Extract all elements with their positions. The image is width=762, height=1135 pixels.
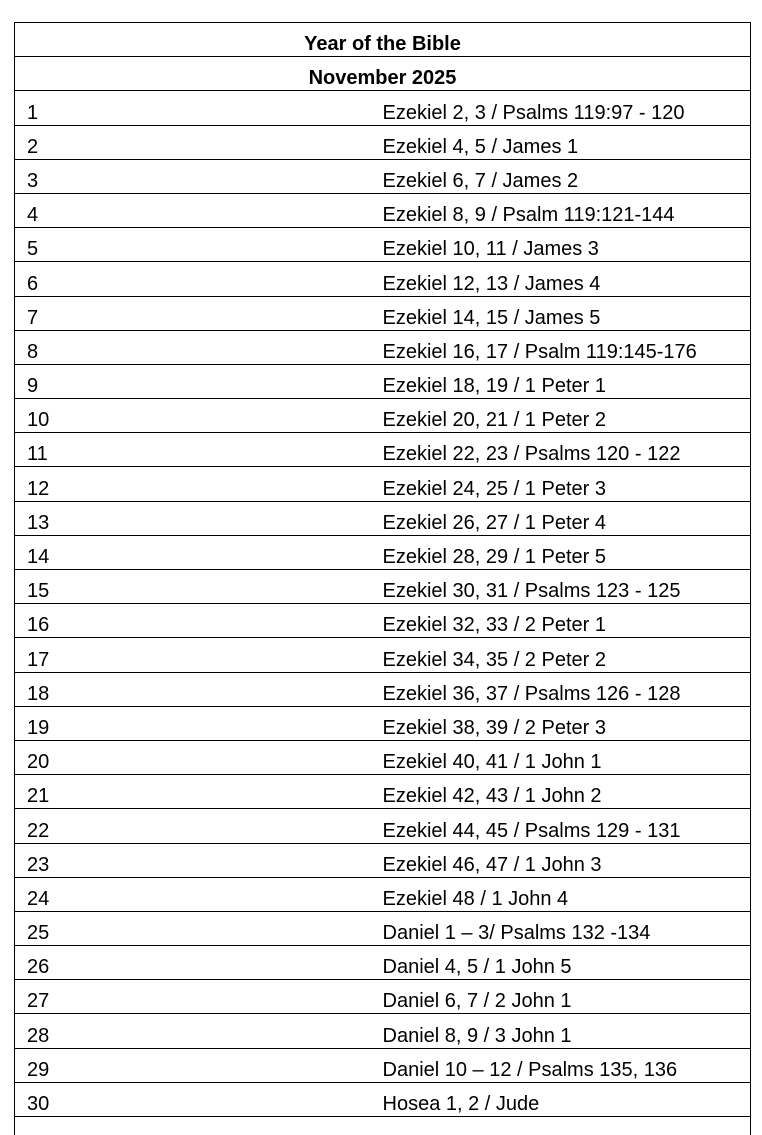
plan-title: Year of the Bible [15,23,751,57]
day-number: 2 [15,125,383,159]
title-row [15,23,751,57]
reading-row [15,159,751,193]
reading-row [15,433,751,467]
reading-passage: Ezekiel 32, 33 / 2 Peter 1 [383,604,751,638]
day-number: 28 [15,1014,383,1048]
reading-passage: Ezekiel 44, 45 / Psalms 129 - 131 [383,809,751,843]
reading-plan-table [14,22,751,1135]
month-row [15,57,751,91]
day-number: 23 [15,843,383,877]
reading-row [15,1048,751,1082]
reading-row [15,125,751,159]
reading-passage: Hosea 1, 2 / Jude [383,1082,751,1116]
day-number: 10 [15,399,383,433]
reading-passage: Daniel 6, 7 / 2 John 1 [383,980,751,1014]
reading-row [15,604,751,638]
day-number: 20 [15,740,383,774]
empty-cell [15,1117,751,1135]
reading-row [15,1014,751,1048]
day-number: 9 [15,364,383,398]
reading-passage: Ezekiel 24, 25 / 1 Peter 3 [383,467,751,501]
reading-passage: Ezekiel 18, 19 / 1 Peter 1 [383,364,751,398]
reading-row [15,535,751,569]
reading-row [15,228,751,262]
day-number: 14 [15,535,383,569]
reading-row [15,911,751,945]
reading-plan-sheet [14,22,751,1135]
reading-passage: Ezekiel 6, 7 / James 2 [383,159,751,193]
reading-row [15,877,751,911]
reading-passage: Daniel 1 – 3/ Psalms 132 -134 [383,911,751,945]
day-number: 5 [15,228,383,262]
day-number: 27 [15,980,383,1014]
reading-passage: Ezekiel 12, 13 / James 4 [383,262,751,296]
reading-row [15,330,751,364]
day-number: 16 [15,604,383,638]
day-number: 6 [15,262,383,296]
day-number: 30 [15,1082,383,1116]
reading-row [15,467,751,501]
day-number: 22 [15,809,383,843]
day-number: 4 [15,193,383,227]
reading-row [15,843,751,877]
reading-passage: Ezekiel 14, 15 / James 5 [383,296,751,330]
reading-row [15,399,751,433]
reading-passage: Ezekiel 34, 35 / 2 Peter 2 [383,638,751,672]
empty-row [15,1117,751,1135]
reading-row [15,296,751,330]
day-number: 26 [15,946,383,980]
reading-row [15,91,751,125]
reading-passage: Ezekiel 20, 21 / 1 Peter 2 [383,399,751,433]
reading-passage: Ezekiel 10, 11 / James 3 [383,228,751,262]
day-number: 13 [15,501,383,535]
day-number: 8 [15,330,383,364]
reading-row [15,740,751,774]
day-number: 17 [15,638,383,672]
reading-row [15,672,751,706]
day-number: 12 [15,467,383,501]
reading-row [15,570,751,604]
day-number: 1 [15,91,383,125]
day-number: 24 [15,877,383,911]
reading-passage: Ezekiel 38, 39 / 2 Peter 3 [383,706,751,740]
reading-passage: Daniel 10 – 12 / Psalms 135, 136 [383,1048,751,1082]
reading-row [15,262,751,296]
day-number: 21 [15,775,383,809]
reading-row [15,193,751,227]
reading-row [15,809,751,843]
reading-row [15,980,751,1014]
reading-passage: Daniel 4, 5 / 1 John 5 [383,946,751,980]
reading-passage: Ezekiel 16, 17 / Psalm 119:145-176 [383,330,751,364]
reading-passage: Ezekiel 2, 3 / Psalms 119:97 - 120 [383,91,751,125]
reading-row [15,501,751,535]
day-number: 3 [15,159,383,193]
reading-passage: Ezekiel 30, 31 / Psalms 123 - 125 [383,570,751,604]
reading-passage: Ezekiel 36, 37 / Psalms 126 - 128 [383,672,751,706]
reading-passage: Ezekiel 26, 27 / 1 Peter 4 [383,501,751,535]
day-number: 7 [15,296,383,330]
reading-row [15,638,751,672]
day-number: 29 [15,1048,383,1082]
day-number: 19 [15,706,383,740]
reading-passage: Daniel 8, 9 / 3 John 1 [383,1014,751,1048]
reading-passage: Ezekiel 28, 29 / 1 Peter 5 [383,535,751,569]
reading-passage: Ezekiel 40, 41 / 1 John 1 [383,740,751,774]
reading-row [15,946,751,980]
reading-passage: Ezekiel 48 / 1 John 4 [383,877,751,911]
day-number: 11 [15,433,383,467]
reading-passage: Ezekiel 4, 5 / James 1 [383,125,751,159]
day-number: 25 [15,911,383,945]
reading-passage: Ezekiel 46, 47 / 1 John 3 [383,843,751,877]
reading-row [15,364,751,398]
day-number: 18 [15,672,383,706]
day-number: 15 [15,570,383,604]
reading-row [15,775,751,809]
reading-passage: Ezekiel 8, 9 / Psalm 119:121-144 [383,193,751,227]
reading-passage: Ezekiel 42, 43 / 1 John 2 [383,775,751,809]
plan-month: November 2025 [15,57,751,91]
reading-row [15,1082,751,1116]
reading-row [15,706,751,740]
reading-passage: Ezekiel 22, 23 / Psalms 120 - 122 [383,433,751,467]
reading-plan-body [15,23,751,1135]
